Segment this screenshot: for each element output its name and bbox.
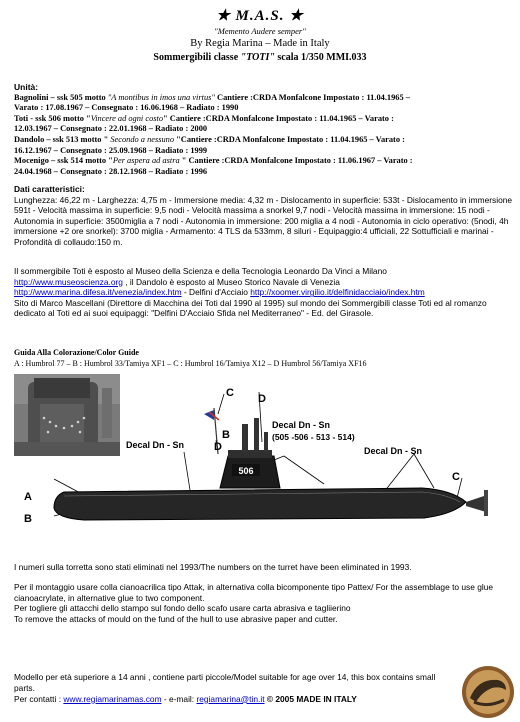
color-guide bbox=[14, 348, 514, 369]
museum-line-3: - Delfini d'Acciaio bbox=[181, 287, 251, 298]
copyright: © 2005 MADE IN ITALY bbox=[264, 693, 357, 704]
delfini-acciaio-link[interactable]: http://xoomer.virgilio.it/delfinidacciaio/index.htm bbox=[250, 287, 425, 298]
unit-line-2: Varato : 17.08.1967 – Consegnato : 16.06.1968 – Radiato : 1990 bbox=[14, 103, 239, 113]
unit-line-6: 16.12.1967 – Consegnato : 25.09.1968 – Radiato : 1999 bbox=[14, 145, 208, 155]
units-label: Unità: bbox=[14, 82, 39, 92]
museum-line-2: , il Dandolo è esposto al Museo Storico Navale di Venezia bbox=[122, 276, 340, 287]
label-c-right: C bbox=[452, 471, 460, 483]
color-guide-text: A : Humbrol 77 – B : Humbrol 33/Tamiya XF1 – C : Humbrol 16/Tamiya X12 – D Humbrol 56/Tamiya XF16 bbox=[14, 358, 367, 368]
subtitle-class: "TOTI" bbox=[240, 52, 275, 63]
marina-venezia-link[interactable]: http://www.marina.difesa.it/venezia/index.htm bbox=[14, 287, 182, 298]
museoscienza-link[interactable]: http://www.museoscienza.org bbox=[14, 276, 123, 287]
decal-left: Decal Dn - Sn bbox=[126, 440, 185, 450]
email-link[interactable]: regiamarina@tin.it bbox=[196, 693, 265, 704]
page-title: ★ M.A.S. ★ bbox=[216, 8, 304, 24]
subtitle-prefix: Sommergibili classe bbox=[153, 52, 241, 63]
subtitle bbox=[0, 52, 520, 63]
museum-section bbox=[14, 266, 514, 319]
museum-line-1: Il sommergibile Toti è esposto al Museo della Scienza e della Tecnologia Leonardo Da Vinci a Milano bbox=[14, 266, 387, 276]
decal-center: Decal Dn - Sn bbox=[272, 420, 331, 430]
unit-line-7: Mocenigo – ssk 514 motto "Per aspera ad astra " Cantiere :CRDA Monfalcone Impostato : 11.06.1967 – Varato : bbox=[14, 156, 413, 166]
contacts: Per contatti : www.regiamarinamas.com - e-mail: regiamarina@tin.it © 2005 MADE IN ITALY bbox=[14, 693, 357, 704]
notes-section bbox=[14, 562, 514, 625]
specs-text: Lunghezza: 46,22 m - Larghezza: 4,75 m - Immersione media: 4,32 m - Dislocamento in superficie: 533t - Dislocamento in immersione 591t - Velocità massima in superficie: 9,5 nodi - Velocità massima a snorkel 9,7 nodi - Velocità massima in immersione: 15 nodi - Autonomia in superficie: 3500miglia a 7 nodi - Autonomia in immersione: 200 miglia a 4 nodi - Autonomia in ciclo operativo: (5nodi, 4h immersione +2 ore snorkel): 3700 miglia - Armamento: 4 TLS da 533mm, 8 siluri - Equipaggio:4 ufficiali, 22 Sottufficiali e marinai - Profondità di collaudo:150 m. bbox=[14, 194, 513, 247]
note-turret: I numeri sulla torretta sono stati eliminati nel 1993/The numbers on the turret have been eliminated in 1993. bbox=[14, 562, 412, 572]
specs-label: Dati caratteristici: bbox=[14, 184, 85, 194]
specs-section bbox=[14, 184, 514, 248]
label-d-top: D bbox=[258, 393, 266, 405]
dolphin-logo bbox=[460, 664, 516, 720]
label-d-center: D bbox=[214, 441, 222, 453]
unit-line-5: Dandolo – ssk 513 motto " Secondo a nessuno "Cantiere :CRDA Monfalcone Impostato : 11.04.1965 – Varato : bbox=[14, 134, 405, 144]
note-sanding-it: Per togliere gli attacchi dello stampo sul fondo dello scafo usare carta abrasiva e tagliierino bbox=[14, 603, 351, 614]
label-c-top: C bbox=[226, 387, 234, 399]
decal-right: Decal Dn - Sn bbox=[364, 446, 423, 456]
motto: "Memento Audere semper" bbox=[214, 26, 306, 36]
footer bbox=[14, 672, 452, 704]
label-b-center: B bbox=[222, 429, 230, 441]
subtitle-suffix: scala 1/350 MMI.033 bbox=[274, 52, 367, 63]
decal-center-numbers: (505 -506 - 513 - 514) bbox=[272, 432, 355, 442]
note-glue: Per il montaggio usare colla cianoacrilica tipo Attak, in alternativa colla bicomponente tipo Pattex/ For the assemblage to use glue cianoacrylate, in alternative glue to two component. bbox=[14, 581, 494, 603]
by-line: By Regia Marina – Made in Italy bbox=[190, 38, 330, 49]
units-section bbox=[14, 82, 514, 177]
unit-line-3: Toti - ssk 506 motto "Vincere ad ogni costo" Cantiere :CRDA Monfalcone Impostato : 11.04.1965 – Varato : bbox=[14, 113, 394, 123]
submarine-drawing bbox=[14, 380, 514, 540]
note-sanding-en: To remove the attacks of mould on the fund of the hull to use abrasive paper and cutter. bbox=[14, 614, 338, 625]
unit-line-8: 24.04.1968 – Consegnato : 28.12.1968 – Radiato : 1996 bbox=[14, 166, 208, 176]
color-guide-title: Guida Alla Colorazione/Color Guide bbox=[14, 348, 139, 357]
museum-line-4: Sito di Marco Mascellani (Direttore di Macchina dei Toti dal 1990 al 1995) sul mondo dei Sommergibili classe Toti ed al romanzo dedicato al Toti ed ai suoi equipaggi: "Delfini D'Acciaio Sfida nel Mediterraneo" - Ed. del Girasole. bbox=[14, 297, 487, 319]
hull-number: 506 bbox=[238, 466, 254, 476]
hull bbox=[54, 488, 466, 520]
unit-line-4: 12.03.1967 – Consegnato : 22.01.1968 – Radiato : 2000 bbox=[14, 124, 208, 134]
unit-line-1: Bagnolini – ssk 505 motto "A montibus in imos una virtus" Cantiere :CRDA Monfalcone Impostato : 11.04.1965 – bbox=[14, 92, 410, 102]
label-b-left: B bbox=[24, 513, 32, 525]
website-link[interactable]: www.regiamarinamas.com bbox=[63, 693, 162, 704]
label-a: A bbox=[24, 491, 32, 503]
age-warning: Modello per età superiore a 14 anni , contiene parti piccole/Model suitable for age over 14, this box contains small parts. bbox=[14, 672, 436, 693]
